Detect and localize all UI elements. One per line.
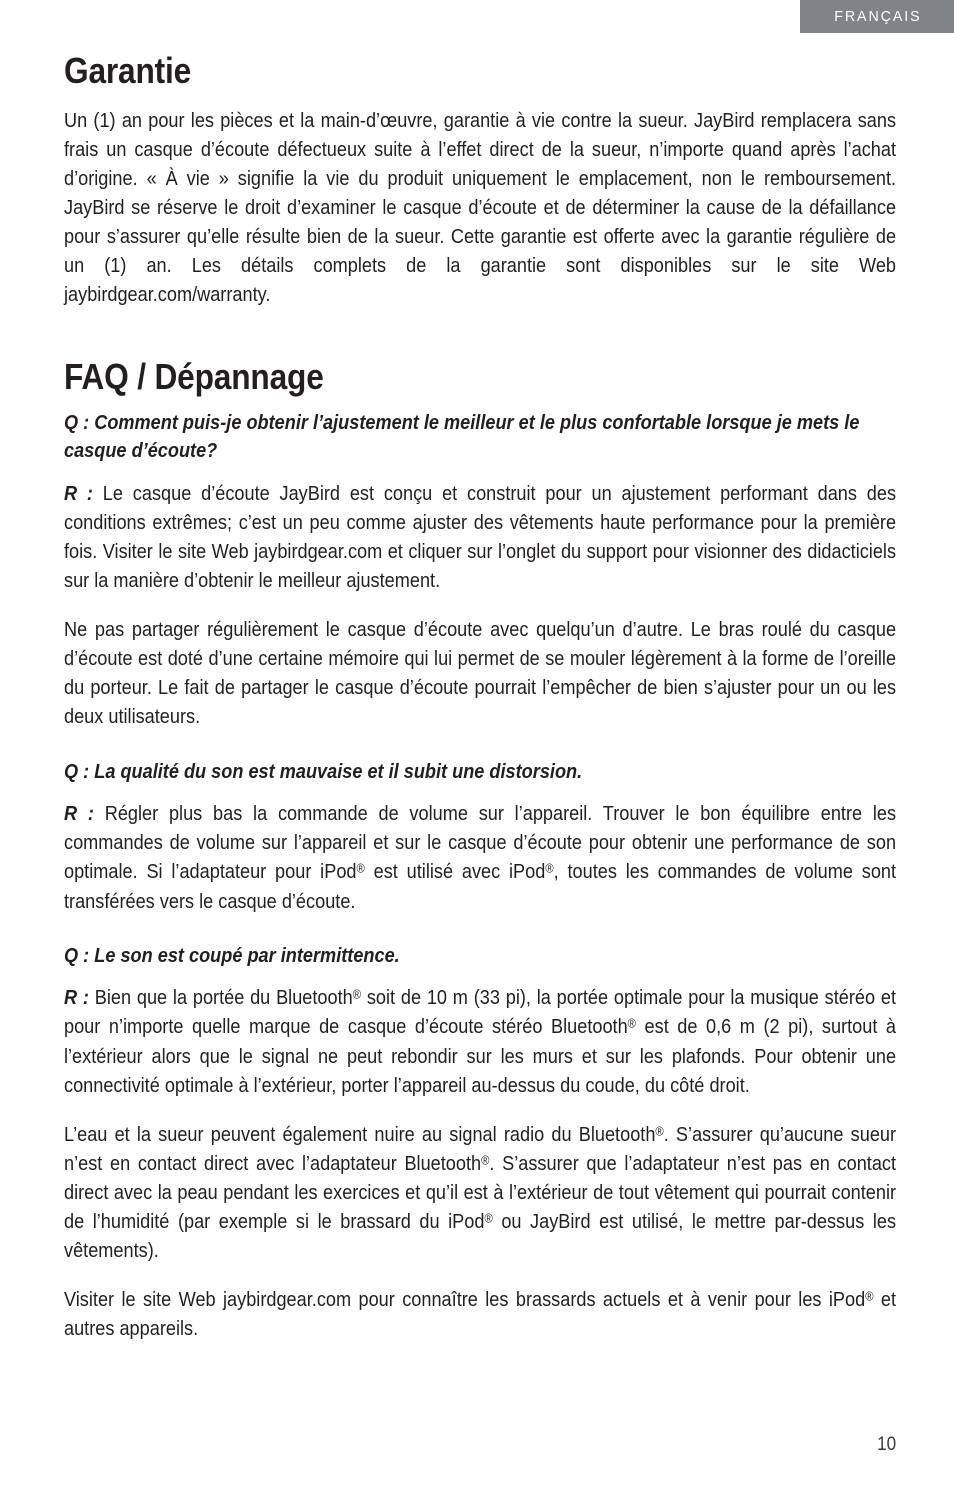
answer-prefix: R : xyxy=(64,481,93,505)
faq-question-3: Q : Le son est coupé par intermittence. xyxy=(64,943,400,967)
faq-answer-1-extra: Ne pas partager régulièrement le casque d’écoute avec quelqu’un d’autre. Le bras roulé du casque d’écoute est doté d’une certaine mémoire qui lui permet de se mouler légèrement à la forme de l’oreille du porteur. Le fait de partager le casque d’écoute pourrait l’empêcher de bien s’ajuster pour un ou les deux utilisateurs. xyxy=(64,618,897,729)
warranty-paragraph: Un (1) an pour les pièces et la main-d’œuvre, garantie à vie contre la sueur. JayBird remplacera sans frais un casque d’écoute défectueux suite à l’effet direct de la sueur, n’importe quand après l’achat d’origine. « À vie » signifie la vie du produit uniquement le emplacement, non le remboursement. JayBird se réserve le droit d’examiner le casque d’écoute et de déterminer la cause de la défaillance pour s’assurer qu’elle résulte bien de la sueur. Cette garantie est offerte avec la garantie régulière de un (1) an. Les détails complets de la garantie sont disponibles sur le site Web jaybirdgear.com/warranty. xyxy=(64,108,897,307)
faq-item-1 xyxy=(64,409,896,731)
answer-prefix: R : xyxy=(64,986,89,1010)
faq-answer-3-text: Bien que la portée du Bluetooth® soit de 10 m (33 pi), la portée optimale pour la musique stéréo et pour n’importe quelle marque de casque d’écoute stéréo Bluetooth® est de 0,6 m (2 pi), surtout à l’extérieur alors que le signal ne peut rebondir sur les murs et sur les plafonds. Pour obtenir une connectivité optimale à l’extérieur, porter l’appareil au-dessus du coude, du côté droit. xyxy=(64,986,897,1097)
faq-item-2 xyxy=(64,758,896,916)
faq-answer-3 xyxy=(64,983,896,1099)
faq-answer-2 xyxy=(64,799,896,915)
faq-heading: FAQ / Dépannage xyxy=(64,355,324,397)
faq-answer-2-text: Régler plus bas la commande de volume sur l’appareil. Trouver le bon équilibre entre les commandes de volume sur l’appareil et sur le casque d’écoute pour obtenir une performance de son optimale. Si l’adaptateur pour iPod® est utilisé avec iPod®, toutes les commandes de volume sont transférées vers le casque d’écoute. xyxy=(64,802,897,913)
faq-answer-3-extra-2: Visiter le site Web jaybirdgear.com pour connaître les brassards actuels et à venir pour les iPod® et autres appareils. xyxy=(64,1288,897,1341)
faq-answer-1 xyxy=(64,479,896,595)
faq-question-2: Q : La qualité du son est mauvaise et il subit une distorsion. xyxy=(64,759,583,783)
faq-question-1: Q : Comment puis-je obtenir l’ajustement le meilleur et le plus confortable lorsque je mets le casque d’écoute? xyxy=(64,411,860,463)
answer-prefix: R : xyxy=(64,802,94,826)
faq-item-3 xyxy=(64,942,896,1344)
language-tab-label: FRANÇAIS xyxy=(834,8,922,25)
faq-answer-3-extra-1: L’eau et la sueur peuvent également nuire au signal radio du Bluetooth®. S’assurer qu’aucune sueur n’est en contact direct avec l’adaptateur Bluetooth®. S’assurer que l’adaptateur n’est pas en contact direct avec la peau pendant les exercices et qu’il est à l’extérieur de tout vêtement qui pourrait contenir de l’humidité (par exemple si le brassard du iPod® ou JayBird est utilisé, le mettre par-dessus les vêtements). xyxy=(64,1122,897,1263)
faq-answer-1-text: Le casque d’écoute JayBird est conçu et construit pour un ajustement performant dans des conditions extrêmes; c’est un peu comme ajuster des vêtements haute performance pour la première fois. Visiter le site Web jaybirdgear.com et cliquer sur l’onglet du support pour visionner des didacticiels sur la manière d’obtenir le meilleur ajustement. xyxy=(64,481,897,593)
page-number: 10 xyxy=(876,1434,896,1455)
warranty-heading: Garantie xyxy=(64,50,192,91)
